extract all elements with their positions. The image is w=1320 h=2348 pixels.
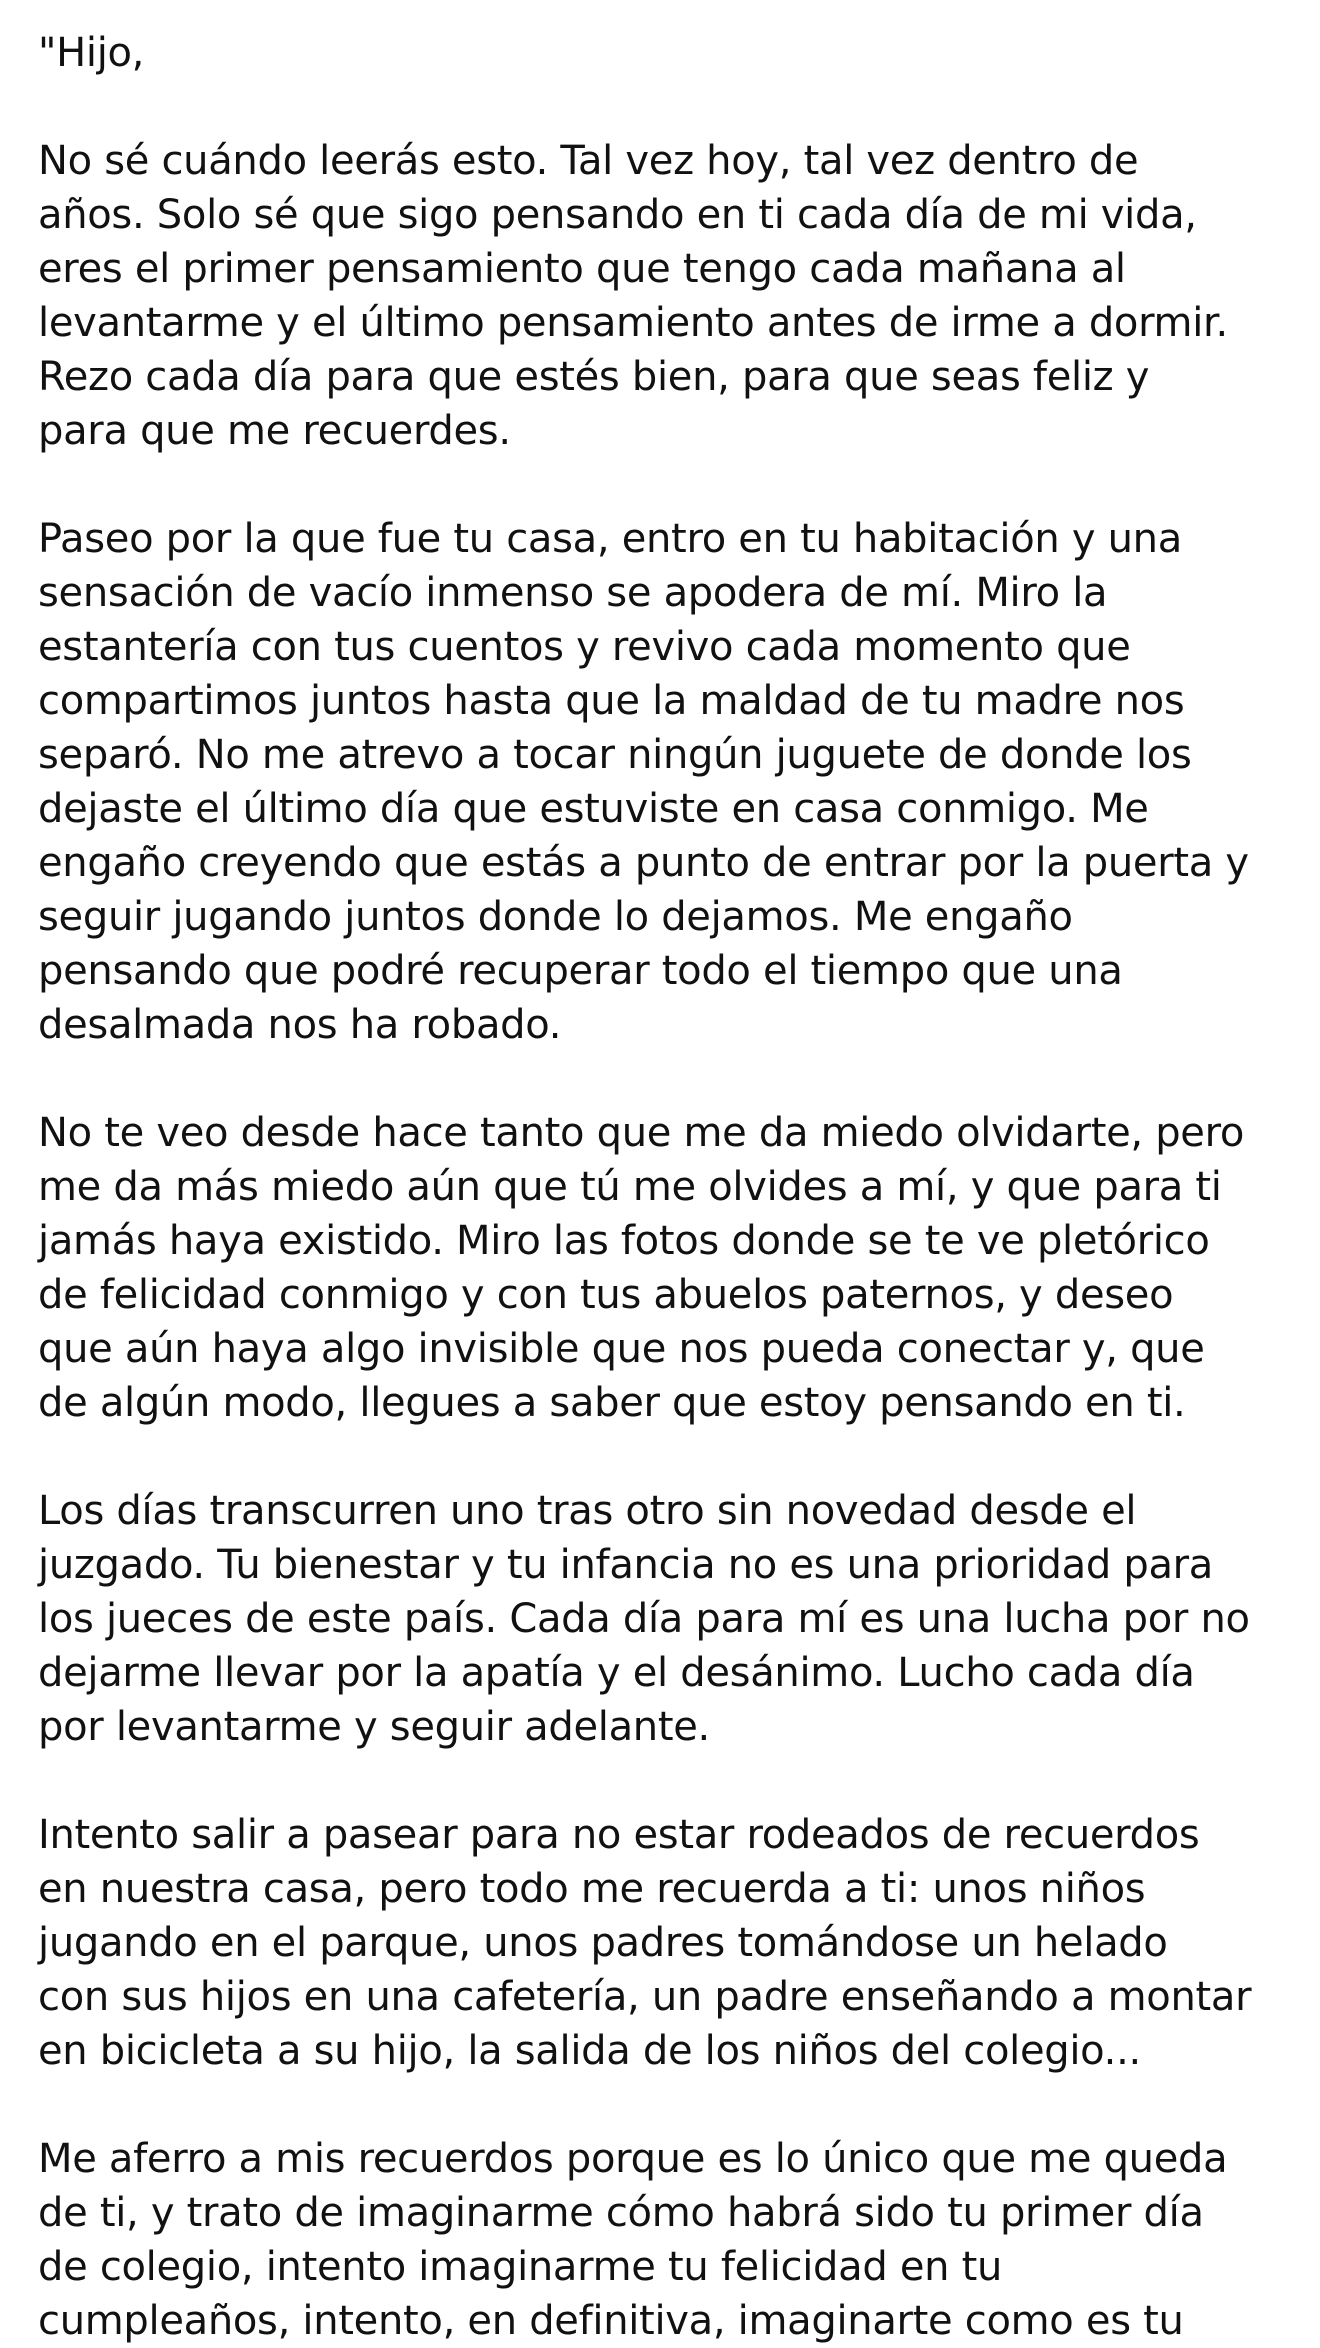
text-line: Me aferro a mis recuerdos porque es lo único que me queda [38, 2136, 1228, 2182]
text-line: de felicidad conmigo y con tus abuelos paternos, y deseo [38, 1272, 1174, 1318]
text-line: por levantarme y seguir adelante. [38, 1704, 710, 1750]
text-line: Intento salir a pasear para no estar rodeados de recuerdos [38, 1812, 1200, 1858]
text-line: estantería con tus cuentos y revivo cada momento que [38, 624, 1131, 670]
text-line: jugando en el parque, unos padres tomándose un helado [38, 1920, 1168, 1966]
text-line: para que me recuerdes. [38, 408, 511, 454]
text-line: con sus hijos en una cafetería, un padre enseñando a montar [38, 1974, 1252, 2020]
paragraph-6 [38, 2132, 1300, 2348]
text-line: que aún haya algo invisible que nos pueda conectar y, que [38, 1326, 1205, 1372]
paragraph-gap [38, 80, 1300, 134]
text-line: de algún modo, llegues a saber que estoy pensando en ti. [38, 1380, 1186, 1426]
paragraph-gap [38, 1754, 1300, 1808]
paragraph-1 [38, 134, 1300, 458]
text-line: Los días transcurren uno tras otro sin novedad desde el [38, 1488, 1137, 1534]
text-line: dejaste el último día que estuviste en casa conmigo. Me [38, 786, 1149, 832]
text-line: engaño creyendo que estás a punto de entrar por la puerta y [38, 840, 1249, 886]
text-line: No sé cuándo leerás esto. Tal vez hoy, tal vez dentro de [38, 138, 1139, 184]
paragraph-gap [38, 458, 1300, 512]
text-line: desalmada nos ha robado. [38, 1002, 562, 1048]
text-line: juzgado. Tu bienestar y tu infancia no es una prioridad para [38, 1542, 1214, 1588]
text-line: separó. No me atrevo a tocar ningún juguete de donde los [38, 732, 1192, 778]
paragraph-gap [38, 1052, 1300, 1106]
text-line: cumpleaños, intento, en definitiva, imaginarte como es tu [38, 2298, 1184, 2344]
paragraph-5 [38, 1808, 1300, 2078]
text-line: levantarme y el último pensamiento antes de irme a dormir. [38, 300, 1228, 346]
text-line: jamás haya existido. Miro las fotos donde se te ve pletórico [38, 1218, 1210, 1264]
text-line: sensación de vacío inmenso se apodera de mí. Miro la [38, 570, 1108, 616]
paragraph-3 [38, 1106, 1300, 1430]
text-line: eres el primer pensamiento que tengo cada mañana al [38, 246, 1126, 292]
paragraph-gap [38, 1430, 1300, 1484]
text-line: los jueces de este país. Cada día para mí es una lucha por no [38, 1596, 1250, 1642]
text-line: años. Solo sé que sigo pensando en ti cada día de mi vida, [38, 192, 1197, 238]
text-line: seguir jugando juntos donde lo dejamos. Me engaño [38, 894, 1073, 940]
text-line: pensando que podré recuperar todo el tiempo que una [38, 948, 1123, 994]
text-line: me da más miedo aún que tú me olvides a mí, y que para ti [38, 1164, 1222, 1210]
text-line: No te veo desde hace tanto que me da miedo olvidarte, pero [38, 1110, 1245, 1156]
text-line: de ti, y trato de imaginarme cómo habrá sido tu primer día [38, 2190, 1204, 2236]
text-line: Rezo cada día para que estés bien, para que seas feliz y [38, 354, 1150, 400]
letter-greeting: "Hijo, [38, 30, 145, 76]
text-line: en bicicleta a su hijo, la salida de los niños del colegio... [38, 2028, 1141, 2074]
text-line: dejarme llevar por la apatía y el desánimo. Lucho cada día [38, 1650, 1195, 1696]
letter-text [38, 26, 1300, 2348]
text-line: en nuestra casa, pero todo me recuerda a ti: unos niños [38, 1866, 1146, 1912]
text-line: compartimos juntos hasta que la maldad de tu madre nos [38, 678, 1185, 724]
paragraph-2 [38, 512, 1300, 1052]
text-line: de colegio, intento imaginarme tu felicidad en tu [38, 2244, 1003, 2290]
paragraph-gap [38, 2078, 1300, 2132]
text-line: Paseo por la que fue tu casa, entro en tu habitación y una [38, 516, 1182, 562]
paragraph-4 [38, 1484, 1300, 1754]
